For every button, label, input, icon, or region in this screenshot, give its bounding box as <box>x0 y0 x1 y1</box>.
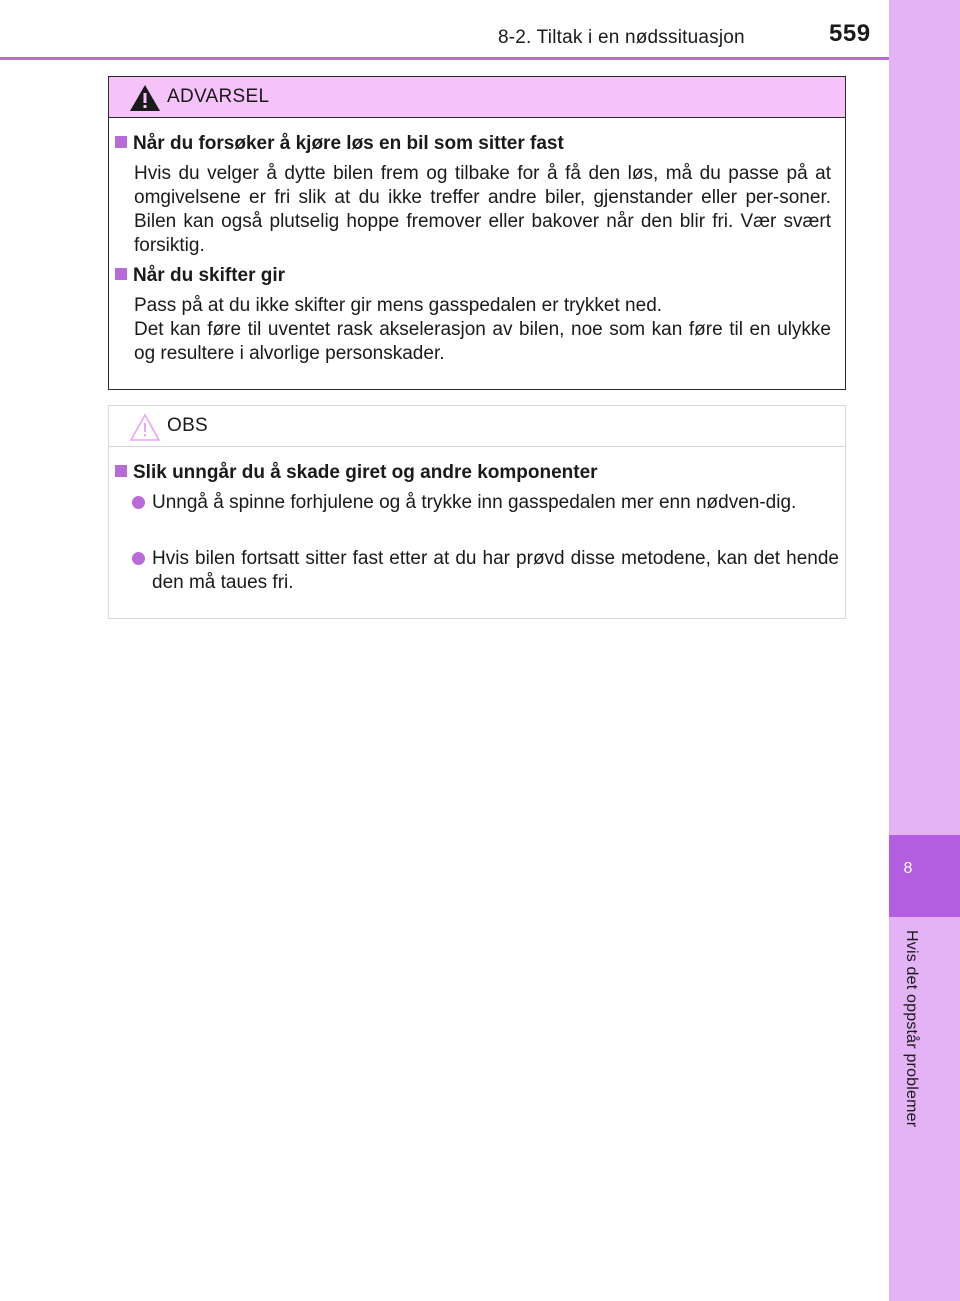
warning-item-body-line: Pass på at du ikke skifter gir mens gasspedalen er trykket ned. <box>134 295 663 316</box>
warning-item-title: Når du skifter gir <box>115 265 285 287</box>
square-bullet-icon <box>115 136 127 148</box>
chapter-title: Hvis det oppstår problemer <box>903 930 920 1128</box>
caution-triangle-icon <box>128 412 162 442</box>
square-bullet-icon <box>115 268 127 280</box>
notice-item-title: Slik unngår du å skade giret og andre komponenter <box>115 462 598 484</box>
section-title: 8-2. Tiltak i en nødssituasjon <box>498 27 745 48</box>
round-bullet-icon <box>132 496 145 509</box>
round-bullet-icon <box>132 552 145 565</box>
notice-label: OBS <box>167 415 209 436</box>
warning-box <box>108 76 846 390</box>
warning-item-title: Når du forsøker å kjøre løs en bil som sitter fast <box>115 133 564 155</box>
page-number: 559 <box>829 20 871 47</box>
warning-item-body: Hvis du velger å dytte bilen frem og tilbake for å få den løs, må du passe på at omgivelsene er fri slik at du ikke treffer andre biler, gjenstander eller per-soner. Bilen kan også plutselig hoppe fremover eller bakover når den blir fri. Vær svært forsiktig. <box>134 163 831 256</box>
warning-label: ADVARSEL <box>167 86 270 107</box>
notice-header <box>109 406 845 447</box>
warning-header <box>109 77 845 118</box>
notice-box <box>108 405 846 619</box>
header-rule <box>0 57 890 60</box>
notice-point: Hvis bilen fortsatt sitter fast etter at du har prøvd disse metodene, kan det hende den må taues fri. <box>134 547 839 595</box>
chapter-number: 8 <box>903 860 913 877</box>
square-bullet-icon <box>115 465 127 477</box>
warning-item-body-line: Det kan føre til uventet rask akselerasjon av bilen, noe som kan føre til en ulykke og resultere i alvorlige personskader. <box>134 319 831 364</box>
warning-triangle-icon <box>128 83 162 113</box>
notice-point: Unngå å spinne forhjulene og å trykke inn gasspedalen mer enn nødven-dig. <box>134 491 839 515</box>
